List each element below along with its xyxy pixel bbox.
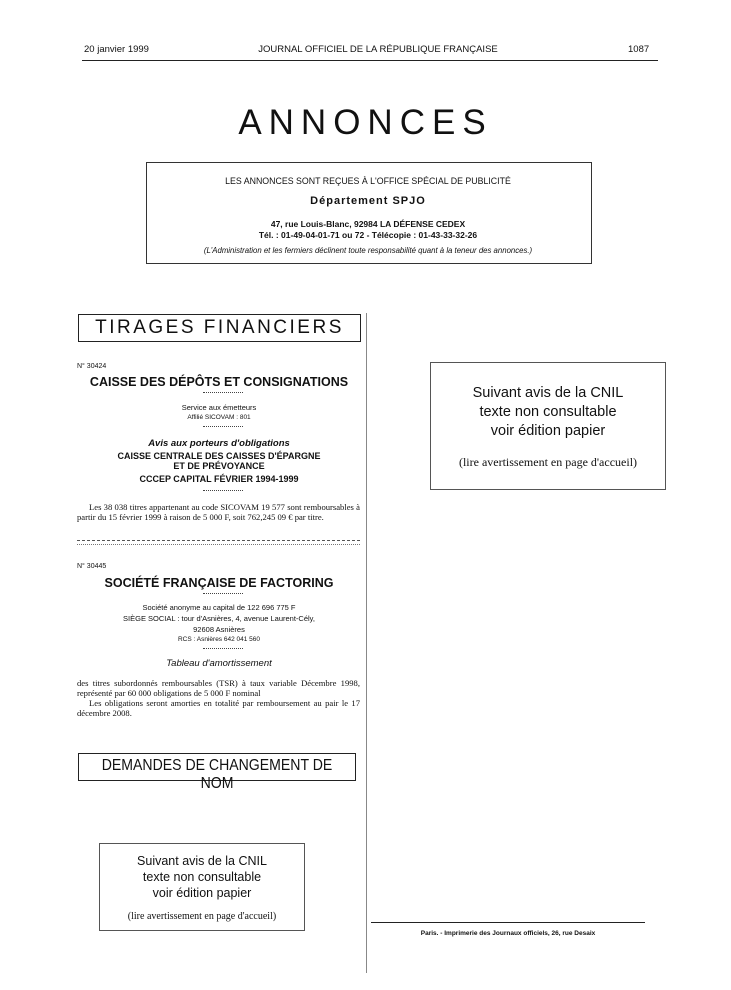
sub-rule <box>203 648 243 649</box>
spjo-department: Département SPJO <box>310 195 426 207</box>
cnil-line-2: texte non consultable <box>142 870 262 884</box>
announcement-heading: CAISSE DES DÉPÔTS ET CONSIGNATIONS <box>89 375 349 389</box>
affilie-line: Affilié SICOVAM : 801 <box>187 414 251 421</box>
header-page-number: 1087 <box>628 44 650 55</box>
spjo-phone: Tél. : 01-49-04-01-71 ou 72 - Télécopie : 01-43-33-32-26 <box>258 230 478 240</box>
spjo-address: 47, rue Louis-Blanc, 92984 LA DÉFENSE CEDEX <box>270 219 466 229</box>
announcement-heading: SOCIÉTÉ FRANÇAISE DE FACTORING <box>104 576 334 590</box>
company-rcs: RCS : Asnières 642 041 560 <box>177 636 261 643</box>
service-line: Service aux émetteurs <box>181 403 257 412</box>
page-title: ANNONCES <box>238 103 493 142</box>
company-city: 92608 Asnières <box>193 625 245 634</box>
section-title-tirages: TIRAGES FINANCIERS <box>95 317 344 338</box>
tableau-line: Tableau d'amortissement <box>166 658 272 669</box>
sub-rule <box>203 490 243 491</box>
spjo-line-1: LES ANNONCES SONT REÇUES À L'OFFICE SPÉCIAL DE PUBLICITÉ <box>225 176 511 186</box>
caisse-line-1: CAISSE CENTRALE DES CAISSES D'ÉPARGNE <box>117 451 321 461</box>
announcement-separator <box>77 540 360 545</box>
column-divider <box>366 313 367 973</box>
body-paragraph: Les obligations seront amorties en totalité par remboursement au pair le 17 décembre 2008. <box>77 698 360 718</box>
footer-imprint: Paris. - Imprimerie des Journaux officiels, 26, rue Desaix <box>420 930 596 937</box>
announcement-number: N° 30445 <box>77 563 107 570</box>
body-paragraph: des titres subordonnés remboursables (TSR) à taux variable Décembre 1998, représenté par 60 000 obligations de 5 000 F nominal <box>77 678 360 698</box>
cnil-line-3: voir édition papier <box>152 886 252 900</box>
section-title-demandes: DEMANDES DE CHANGEMENT DE NOM <box>101 757 333 792</box>
cnil-line-3: voir édition papier <box>490 423 606 439</box>
heading-rule <box>203 392 243 393</box>
heading-rule <box>203 593 243 594</box>
caisse-line-2: ET DE PRÉVOYANCE <box>173 461 265 471</box>
cnil-line-1: Suivant avis de la CNIL <box>137 854 267 868</box>
header-journal-title: JOURNAL OFFICIEL DE LA RÉPUBLIQUE FRANÇAISE <box>258 44 498 55</box>
company-capital: Société anonyme au capital de 122 696 775 F <box>142 603 296 612</box>
announcement-body <box>77 678 360 718</box>
cccep-line: CCCEP CAPITAL FÉVRIER 1994-1999 <box>139 474 299 484</box>
header-date: 20 janvier 1999 <box>84 44 149 55</box>
announcement-number: N° 30424 <box>77 363 107 370</box>
cnil-line-2: texte non consultable <box>479 404 617 420</box>
cnil-line-1: Suivant avis de la CNIL <box>472 385 624 401</box>
body-paragraph: Les 38 038 titres appartenant au code SICOVAM 19 577 sont remboursables à partir du 15 février 1999 à raison de 5 000 F, soit 762,245 09 € par titre. <box>77 502 360 522</box>
announcement-body <box>77 502 360 522</box>
footer-rule <box>371 922 645 923</box>
sub-rule <box>203 426 243 427</box>
avis-line: Avis aux porteurs d'obligations <box>148 438 290 449</box>
cnil-line-4: (lire avertissement en page d'accueil) <box>127 911 277 922</box>
spjo-disclaimer: (L'Administration et les fermiers déclinent toute responsabilité quant à la teneur des annonces.) <box>203 246 533 255</box>
company-seat: SIÈGE SOCIAL : tour d'Asnières, 4, avenue Laurent-Cély, <box>123 614 315 623</box>
header-rule <box>82 60 658 61</box>
cnil-line-4: (lire avertissement en page d'accueil) <box>458 455 638 469</box>
